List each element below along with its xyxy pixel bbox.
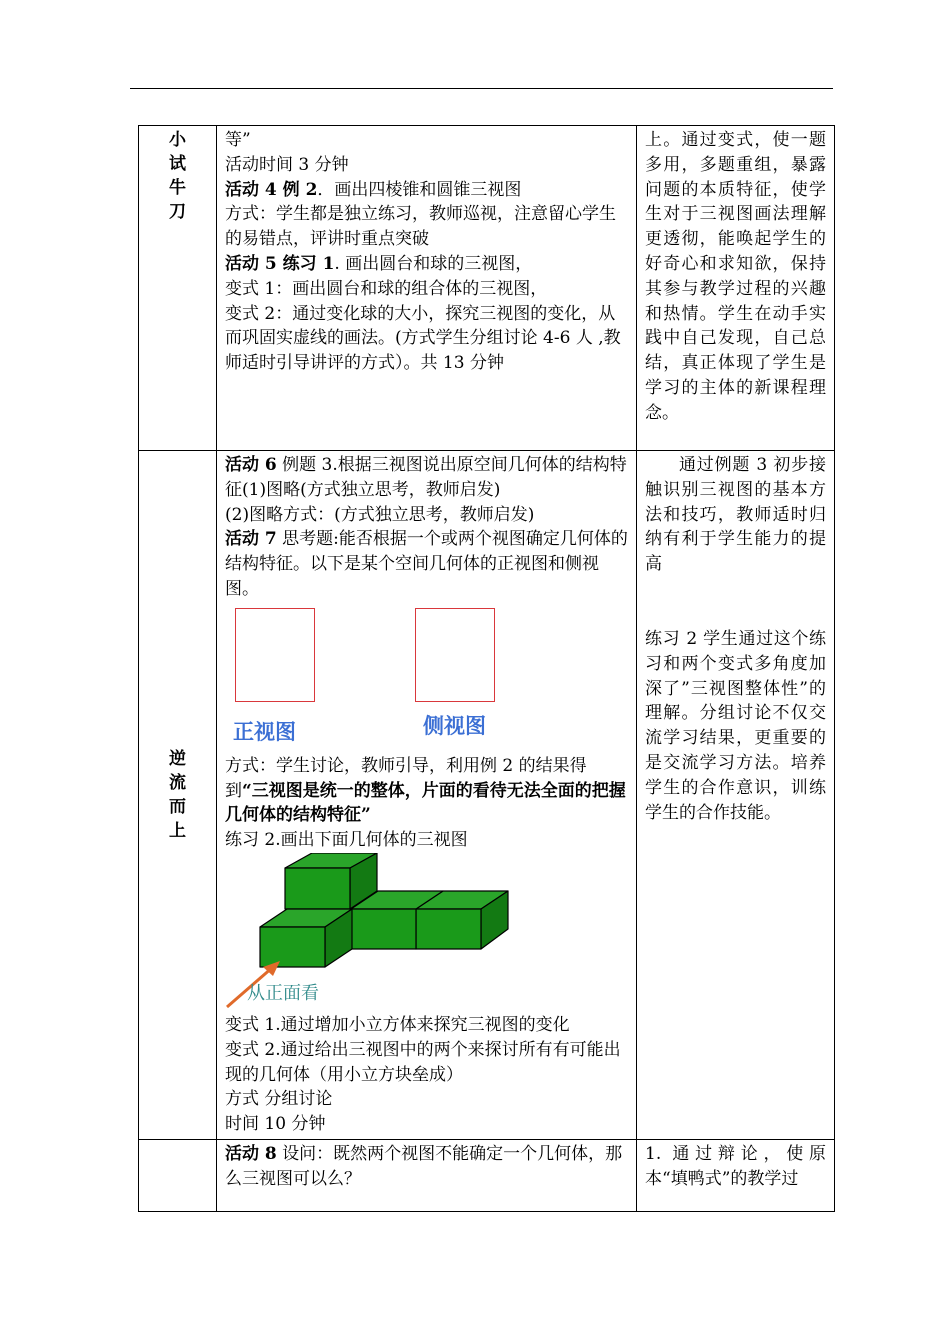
front-view-rect (235, 608, 315, 702)
design-note: 通过例题 3 初步接触识别三视图的基本方法和技巧，教师适时归纳有利于学生能力的提高 (645, 455, 826, 575)
text-run: 方式：学生都是独立练习，教师巡视，注意留心学生的易错点，评讲时重点突破 (225, 204, 616, 250)
text-run: 变式 1：画出圆台和球的组合体的三视图， (225, 278, 548, 299)
text-run: 等” (225, 130, 251, 150)
header-rule (130, 88, 833, 89)
table-row (139, 126, 835, 451)
design-note: 1. 通过辩论，使原本“填鸭式”的教学过 (645, 1143, 826, 1189)
text-line (225, 1038, 628, 1088)
text-run: 方式 分组讨论 (225, 1089, 333, 1110)
activity-cell-2 (217, 451, 637, 1140)
lesson-plan-table (138, 125, 835, 1212)
cube-front-face (416, 909, 481, 949)
table-row (139, 1139, 835, 1211)
text-line (225, 302, 628, 376)
text-run: 变式 2：通过变化球的大小，探究三视图的变化，从而巩固实虚线的画法。(方式学生分组讨论 4-6 人 ,教师适时引导讲评的方式）。共 13 分钟 (225, 303, 621, 374)
side-view-label: 侧视图 (423, 713, 486, 738)
text-run: 练习 2.画出下面几何体的三视图 (225, 830, 468, 851)
bold-text: “三视图是统一的整体，片面的看待无法全面的把握几何体的结构特征” (225, 780, 626, 826)
text-run: ．画出四棱锥和圆锥三视图 (317, 179, 522, 200)
notes-cell-1 (637, 126, 835, 451)
cube-stack (260, 853, 508, 967)
activity-cell-3 (217, 1139, 637, 1211)
bold-text: 活动 4 例 2 (225, 179, 318, 200)
text-run: 时间 10 分钟 (225, 1114, 326, 1135)
text-line (225, 153, 628, 178)
text-line (225, 503, 628, 528)
text-run: 设问：既然两个视图不能确定一个几何体，那么三视图可以么？ (225, 1143, 623, 1189)
side-view-rect (415, 608, 495, 702)
cubes-figure (225, 853, 628, 1013)
text-run: 活动时间 3 分钟 (225, 154, 349, 175)
text-run: (2)图略方式：(方式独立思考，教师启发) (225, 504, 535, 525)
text-line (225, 128, 628, 153)
table-row (139, 451, 835, 1140)
notes-cell-2 (637, 451, 835, 1140)
text-line (225, 1112, 628, 1137)
bold-text: 活动 8 (225, 1143, 277, 1164)
section-title-2: 逆 流 而 上 (139, 451, 217, 1140)
arrow-label: 从正面看 (247, 982, 319, 1004)
activity-text (225, 128, 628, 376)
cube-front-face (285, 868, 350, 909)
cube-front-face (351, 909, 416, 949)
text-line (225, 277, 628, 302)
section-title-3 (139, 1139, 217, 1211)
cubes-drawing (225, 853, 525, 1013)
text-line (225, 252, 628, 277)
text-line (225, 754, 628, 828)
front-view-label: 正视图 (233, 719, 296, 744)
text-run: . 画出圆台和球的三视图， (334, 253, 533, 274)
bold-text: 活动 6 (225, 455, 277, 475)
text-line (225, 453, 628, 503)
text-run: 例题 3.根据三视图说出原空间几何体的结构特征(1)图略(方式独立思考，教师启发) (225, 455, 627, 500)
cube-front-face (260, 927, 325, 967)
text-line (225, 1142, 628, 1192)
views-figure (225, 604, 628, 754)
activity-text (225, 1013, 628, 1137)
activity-cell-1 (217, 126, 637, 451)
text-run: 方式：学生讨论，教师引导，利用例 2 的结果得到 (225, 755, 587, 801)
activity-text (225, 754, 628, 853)
text-run: 思考题:能否根据一个或两个视图确定几何体的结构特征。以下是某个空间几何体的正视图和侧视图。 (225, 529, 628, 599)
text-run: 变式 2.通过给出三视图中的两个来探讨所有有可能出现的几何体（用小立方块垒成） (225, 1039, 621, 1085)
design-note: 练习 2 学生通过这个练习和两个变式多角度加深了”三视图整体性”的理解。分组讨论不仅交流学习结果，更重要的是交流学习方法。培养学生的合作意识，训练学生的合作技能。 (645, 628, 826, 823)
activity-text (225, 453, 628, 602)
text-line (225, 828, 628, 853)
design-note: 上。通过变式，使一题多用，多题重组，暴露问题的本质特征，使学生对于三视图画法理解更透彻，能唤起学生的好奇心和求知欲，保持其参与教学过程的兴趣和热情。学生在动手实践中自己发现，自己总结，真正体现了学生是学习的主体的新课程理念。 (645, 130, 826, 423)
activity-text (225, 1142, 628, 1192)
text-line (225, 178, 628, 203)
text-line (225, 1013, 628, 1038)
bold-text: 活动 5 练习 1 (225, 253, 335, 274)
notes-cell-3 (637, 1139, 835, 1211)
text-line (225, 202, 628, 252)
text-line (225, 1087, 628, 1112)
text-line (225, 527, 628, 601)
text-run: 变式 1.通过增加小立方体来探究三视图的变化 (225, 1014, 570, 1035)
section-title-1: 小 试 牛 刀 (139, 126, 217, 451)
bold-text: 活动 7 (225, 529, 277, 550)
note-spacer (645, 577, 826, 627)
